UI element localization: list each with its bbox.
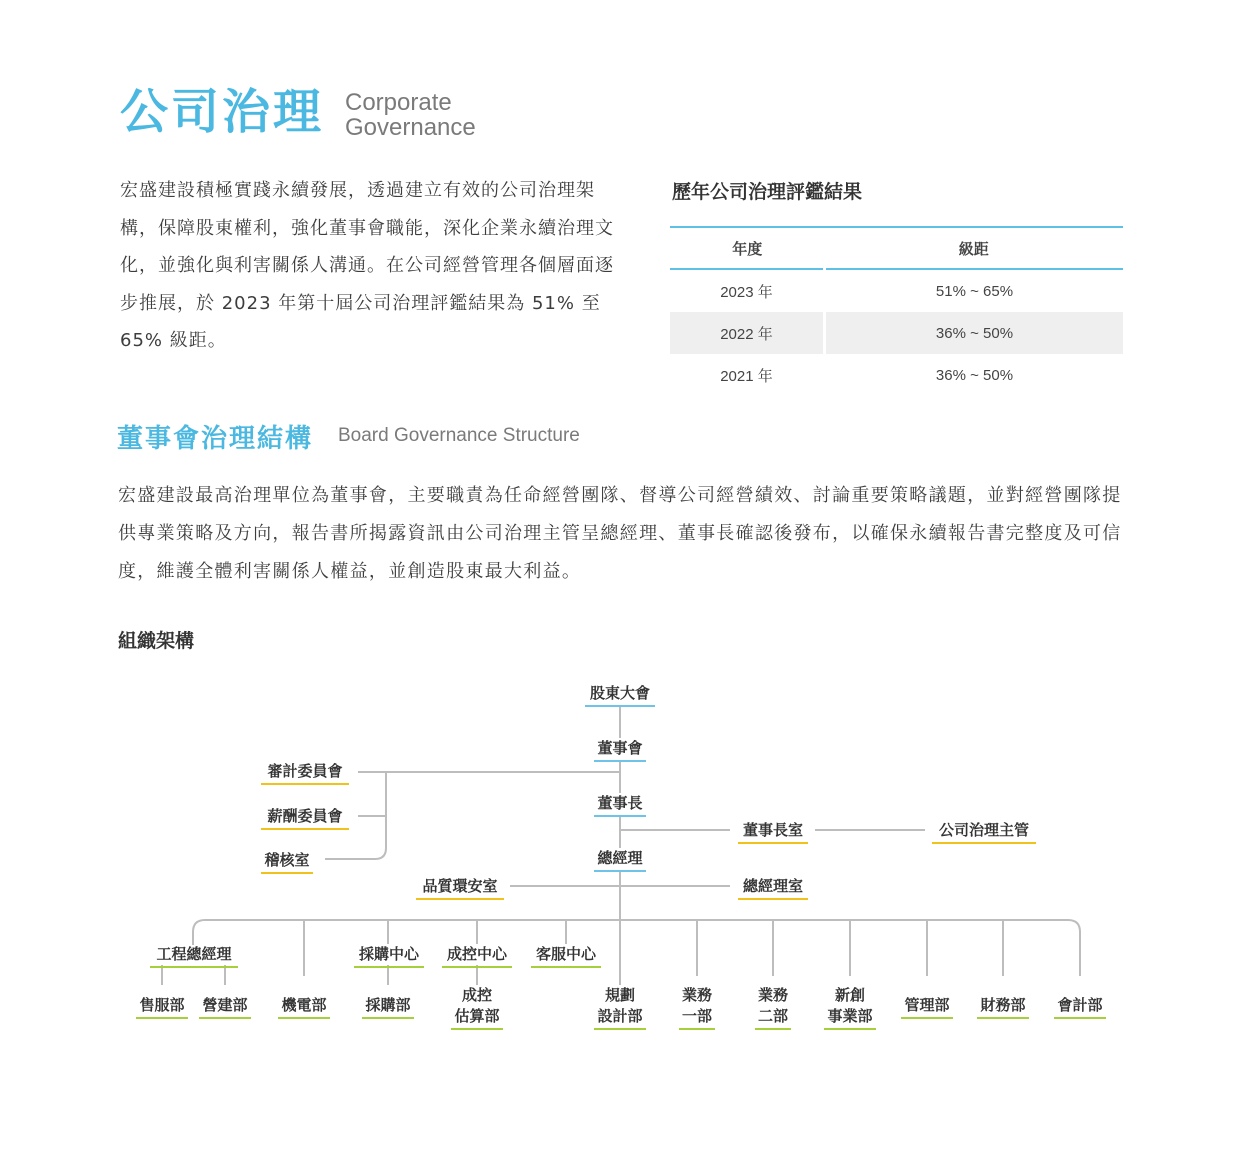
org-node-sales2-line2: 二部 <box>757 1007 788 1025</box>
org-node-sales-1 <box>679 985 715 1030</box>
org-node-ceo-office: 總經理室 <box>738 876 808 900</box>
page-subtitle-line2: Governance <box>345 114 476 141</box>
page-title: 公司治理 <box>120 84 325 140</box>
org-node-cost-center: 成控中心 <box>442 944 512 968</box>
org-node-customer-center: 客服中心 <box>531 944 601 968</box>
org-node-shareholders: 股東大會 <box>585 683 655 707</box>
org-chart-title: 組織架構 <box>118 630 195 652</box>
ratings-cell-range: 36% ~ 50% <box>935 366 1014 384</box>
org-node-mep: 機電部 <box>278 995 330 1019</box>
section-subtitle-board: Board Governance Structure <box>338 425 580 446</box>
org-node-accounting: 會計部 <box>1054 995 1106 1019</box>
org-node-planning-line2: 設計部 <box>597 1007 643 1025</box>
ratings-cell-year: 2021 年 <box>670 354 825 396</box>
board-description: 宏盛建設最高治理單位為董事會，主要職責為任命經營團隊、督導公司經營績效、討論重要策略議題，並對經營團隊提供專業策略及方向，報告書所揭露資訊由公司治理主管呈總經理、董事長確認後發布，以確保永續報告書完整度及可信度，維護全體利害關係人權益，並創造股東最大利益。 <box>118 485 1122 582</box>
ratings-cell-range: 51% ~ 65% <box>935 282 1014 300</box>
org-node-finance: 財務部 <box>977 995 1029 1019</box>
org-node-engineering-gm: 工程總經理 <box>150 944 238 968</box>
org-node-ceo: 總經理 <box>594 848 646 872</box>
section-title-board: 董事會治理結構 <box>117 424 314 454</box>
org-node-planning-design <box>594 985 646 1030</box>
ratings-header-range: 級距 <box>825 227 1124 269</box>
org-node-remuneration-committee: 薪酬委員會 <box>261 806 349 830</box>
org-node-construction: 營建部 <box>199 995 251 1019</box>
org-node-cost-estimation <box>451 985 503 1030</box>
org-node-newbiz-line1: 新創 <box>834 986 865 1004</box>
ratings-cell-range: 36% ~ 50% <box>825 312 1124 354</box>
org-node-cost-estimation-line2: 估算部 <box>454 1007 500 1025</box>
org-node-sales2-line1: 業務 <box>757 986 788 1004</box>
org-node-newbiz-line2: 事業部 <box>827 1007 873 1025</box>
org-node-procurement-center: 採購中心 <box>354 944 424 968</box>
org-node-board: 董事會 <box>594 738 646 762</box>
org-node-quality-office: 品質環安室 <box>416 876 504 900</box>
org-node-chairman-office: 董事長室 <box>738 820 808 844</box>
org-node-planning-line1: 規劃 <box>604 986 635 1004</box>
org-node-new-business <box>824 985 876 1030</box>
org-node-chairman: 董事長 <box>594 793 646 817</box>
page-subtitle-line1: Corporate <box>345 89 452 116</box>
org-node-procurement-dept: 採購部 <box>362 995 414 1019</box>
ratings-header-year: 年度 <box>670 227 825 269</box>
org-node-governance-officer: 公司治理主管 <box>932 820 1036 844</box>
org-node-internal-audit: 稽核室 <box>261 850 313 874</box>
ratings-title: 歷年公司治理評鑑結果 <box>672 181 863 203</box>
org-node-audit-committee: 審計委員會 <box>261 761 349 785</box>
org-node-sales1-line1: 業務 <box>681 986 712 1004</box>
intro-paragraph: 宏盛建設積極實踐永續發展，透過建立有效的公司治理架構，保障股東權利，強化董事會職能，深化企業永續治理文化，並強化與利害關係人溝通。在公司經營管理各個層面逐步推展，於 2023 年第十屆公司治理評鑑結果為 51% 至 65% 級距。 <box>120 180 614 351</box>
ratings-cell-year: 2023 年 <box>670 269 825 312</box>
ratings-cell-year: 2022 年 <box>670 312 825 354</box>
org-node-after-sales: 售服部 <box>136 995 188 1019</box>
org-node-cost-estimation-line1: 成控 <box>461 986 492 1004</box>
org-node-sales1-line2: 一部 <box>681 1007 712 1025</box>
org-node-admin: 管理部 <box>901 995 953 1019</box>
org-node-sales-2 <box>755 985 791 1030</box>
